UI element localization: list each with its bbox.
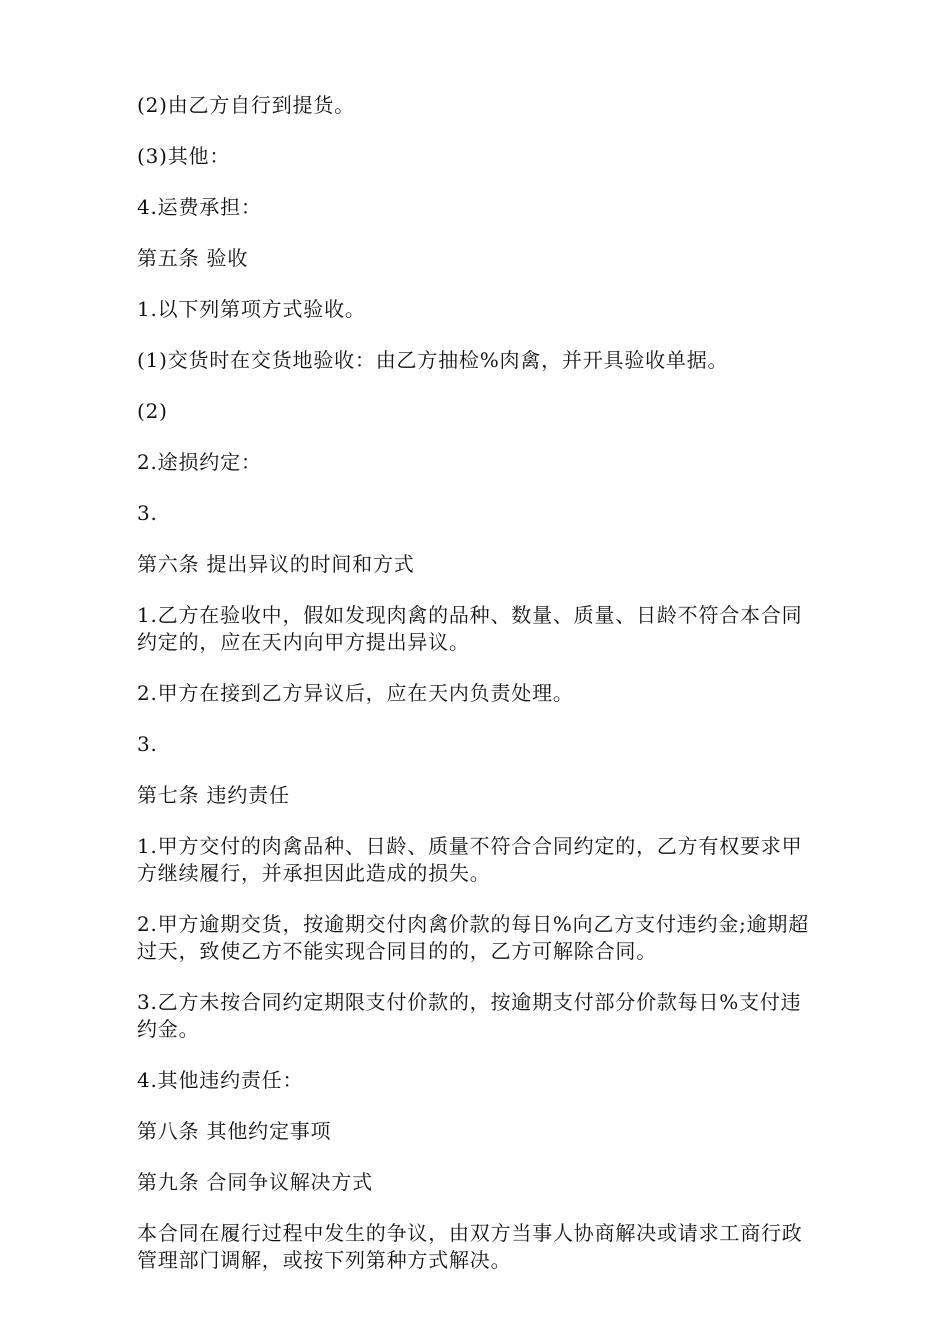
paragraph-delivery-option-2: (2)由乙方自行到提货。: [137, 93, 355, 117]
paragraph-liability-4: 4.其他违约责任：: [137, 1068, 304, 1092]
paragraph-freight: 4.运费承担：: [137, 195, 262, 219]
section-heading-article-7: 第七条 违约责任: [137, 783, 290, 807]
section-heading-article-6: 第六条 提出异议的时间和方式: [137, 552, 415, 576]
paragraph-objection-2: 2.甲方在接到乙方异议后，应在天内负责处理。: [137, 681, 574, 705]
paragraph-delivery-option-3: (3)其他：: [137, 144, 231, 168]
paragraph-transit-loss: 2.途损约定：: [137, 450, 262, 474]
section-heading-article-8: 第八条 其他约定事项: [137, 1119, 332, 1143]
paragraph-inspection-item-3: 3.: [137, 501, 158, 525]
document-body: [137, 92, 817, 1298]
paragraph-inspection-option-1: (1)交货时在交货地验收：由乙方抽检%肉禽，并开具验收单据。: [137, 348, 729, 372]
paragraph-liability-1: 1.甲方交付的肉禽品种、日龄、质量不符合合同约定的，乙方有权要求甲方继续履行，并承担因此造成的损失。: [137, 834, 803, 885]
paragraph-dispute-resolution: 本合同在履行过程中发生的争议，由双方当事人协商解决或请求工商行政管理部门调解，或按下列第种方式解决。: [137, 1221, 803, 1272]
paragraph-inspection-method: 1.以下列第项方式验收。: [137, 297, 366, 321]
paragraph-liability-2: 2.甲方逾期交货，按逾期交付肉禽价款的每日%向乙方支付违约金;逾期超过天，致使乙方不能实现合同目的的，乙方可解除合同。: [137, 912, 810, 963]
section-heading-article-9: 第九条 合同争议解决方式: [137, 1170, 373, 1194]
section-heading-article-5: 第五条 验收: [137, 246, 249, 270]
paragraph-objection-3: 3.: [137, 732, 158, 756]
paragraph-liability-3: 3.乙方未按合同约定期限支付价款的，按逾期支付部分价款每日%支付违约金。: [137, 990, 802, 1041]
paragraph-inspection-option-2: (2): [137, 399, 168, 423]
paragraph-objection-1: 1.乙方在验收中，假如发现肉禽的品种、数量、质量、日龄不符合本合同约定的，应在天内向甲方提出异议。: [137, 603, 803, 654]
